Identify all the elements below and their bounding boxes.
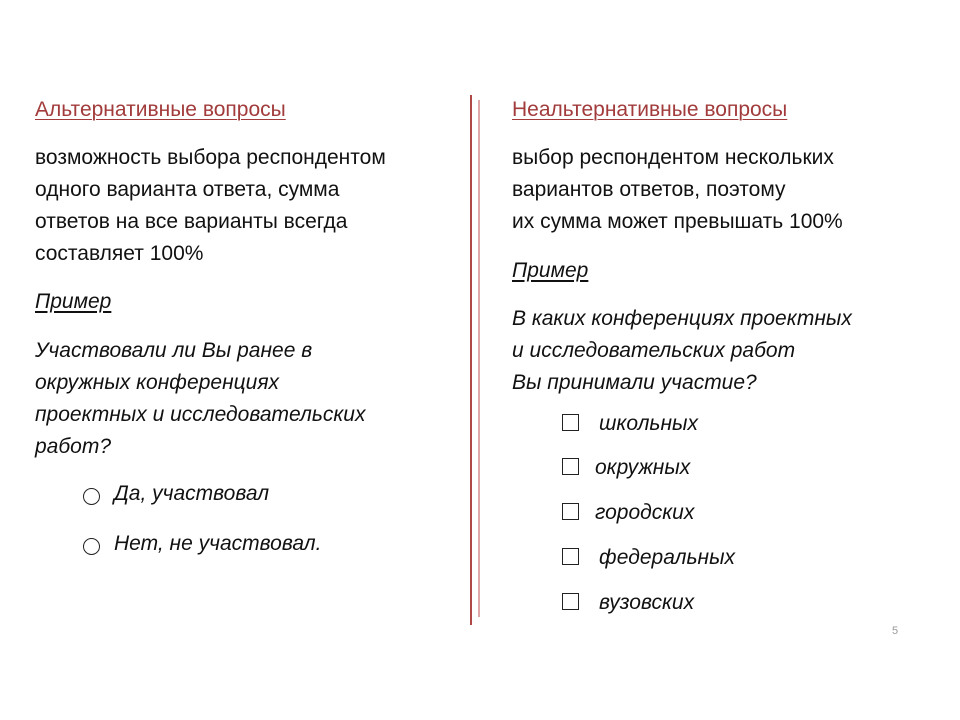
left-question-1: Участвовали ли Вы ранее в (35, 339, 313, 362)
left-question-4: работ? (35, 435, 112, 458)
divider-dark (470, 95, 472, 625)
checkbox-icon[interactable] (562, 503, 579, 520)
left-body-1: возможность выбора респондентом (35, 146, 386, 169)
checkbox-option-school[interactable]: школьных (562, 408, 698, 440)
radio-option-yes[interactable]: Да, участвовал (83, 478, 269, 510)
left-question-3: проектных и исследовательских (35, 403, 366, 426)
right-body-3: их сумма может превышать 100% (512, 210, 843, 233)
divider-light (478, 100, 480, 617)
left-example-label: Пример (35, 290, 112, 313)
checkbox-option-district[interactable]: окружных (562, 452, 690, 484)
radio-icon[interactable] (83, 538, 100, 555)
checkbox-icon[interactable] (562, 458, 579, 475)
right-body-1: выбор респондентом нескольких (512, 146, 834, 169)
left-heading: Альтернативные вопросы (35, 98, 286, 121)
right-body-2: вариантов ответов, поэтому (512, 178, 786, 201)
left-body-2: одного варианта ответа, сумма (35, 178, 340, 201)
checkbox-icon[interactable] (562, 414, 579, 431)
left-body-3: ответов на все варианты всегда (35, 210, 348, 233)
checkbox-option-federal[interactable]: федеральных (562, 542, 735, 574)
radio-option-no[interactable]: Нет, не участвовал. (83, 528, 321, 560)
right-heading: Неальтернативные вопросы (512, 98, 788, 121)
checkbox-icon[interactable] (562, 548, 579, 565)
right-question-3: Вы принимали участие? (512, 371, 757, 394)
checkbox-option-university[interactable]: вузовских (562, 587, 694, 619)
left-body-4: составляет 100% (35, 242, 204, 265)
right-example-label: Пример (512, 259, 589, 282)
right-question-2: и исследовательских работ (512, 339, 796, 362)
checkbox-icon[interactable] (562, 593, 579, 610)
radio-icon[interactable] (83, 488, 100, 505)
right-question-1: В каких конференциях проектных (512, 307, 852, 330)
page-number: 5 (892, 625, 899, 637)
left-question-2: окружных конференциях (35, 371, 280, 394)
checkbox-option-city[interactable]: городских (562, 497, 694, 529)
